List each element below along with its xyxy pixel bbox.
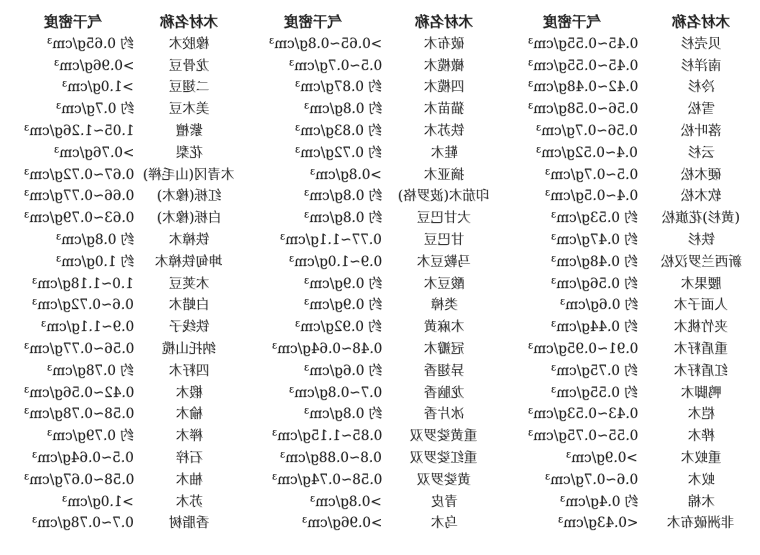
density-value: 0.7~0.78g/cm³ xyxy=(32,515,134,532)
density-cell xyxy=(236,99,390,121)
wood-name: 柚木 xyxy=(175,471,203,488)
density-cell xyxy=(498,165,646,187)
density-cell xyxy=(4,34,142,56)
wood-name: 坤甸铁樟木 xyxy=(155,253,223,270)
density-cell xyxy=(236,208,390,230)
wood-name: 香脂树 xyxy=(168,515,210,532)
header-text: 气干密度 xyxy=(284,14,342,31)
wood-name-cell xyxy=(142,513,236,535)
density-value: 约 0.4g/cm³ xyxy=(559,493,638,510)
density-cell xyxy=(236,404,390,426)
density-value: 0.58~0.78g/cm³ xyxy=(23,406,134,423)
wood-name-cell xyxy=(390,165,498,187)
density-value: 0.48~0.64g/cm³ xyxy=(271,340,382,357)
density-cell xyxy=(498,34,646,56)
wood-name-cell xyxy=(646,186,756,208)
header-text: 气干密度 xyxy=(44,14,102,31)
wood-name-cell xyxy=(646,339,756,361)
density-cell xyxy=(498,186,646,208)
density-cell xyxy=(498,404,646,426)
wood-name: 青皮 xyxy=(430,493,458,510)
density-cell xyxy=(4,252,142,274)
density-cell xyxy=(236,230,390,252)
wood-name: 类樟 xyxy=(430,297,458,314)
wood-name-cell xyxy=(390,252,498,274)
wood-name-cell xyxy=(390,34,498,56)
density-value: 约 0.56g/cm³ xyxy=(551,275,638,292)
wood-name-cell xyxy=(390,99,498,121)
wood-name: (黄杉)花旗松 xyxy=(661,210,741,227)
wood-name: 铁苏木 xyxy=(423,122,465,139)
wood-name: 红栎(橡木) xyxy=(156,188,222,205)
density-cell xyxy=(4,99,142,121)
wood-name: 紫檀 xyxy=(175,122,203,139)
wood-name-cell xyxy=(142,448,236,470)
density-value: 约 0.65g/cm³ xyxy=(47,35,134,52)
density-value: >0.96g/cm³ xyxy=(53,57,134,74)
density-value: 约 0.53g/cm³ xyxy=(551,210,638,227)
wood-name-cell xyxy=(142,317,236,339)
wood-name-cell xyxy=(646,448,756,470)
wood-name: 二翅豆 xyxy=(168,79,210,96)
wood-name: 印茄木(波罗格) xyxy=(398,188,490,205)
density-cell xyxy=(4,404,142,426)
wood-name-cell xyxy=(142,34,236,56)
wood-name-cell xyxy=(142,252,236,274)
density-value: >0.8g/cm³ xyxy=(310,493,382,510)
density-cell xyxy=(498,121,646,143)
density-value: >1.0g/cm³ xyxy=(62,79,134,96)
density-cell xyxy=(4,470,142,492)
wood-name-cell xyxy=(646,404,756,426)
wood-name: 南洋杉 xyxy=(680,57,722,74)
wood-name-cell xyxy=(390,513,498,535)
density-cell xyxy=(236,186,390,208)
density-value: 0.67~0.72g/cm³ xyxy=(23,166,134,183)
density-value: 0.5~0.64g/cm³ xyxy=(32,449,134,466)
wood-name-cell xyxy=(390,317,498,339)
density-cell xyxy=(4,426,142,448)
wood-name: 夹竹桃木 xyxy=(674,319,728,336)
density-value: >0.96g/cm³ xyxy=(301,515,382,532)
density-value: 0.77~1.1g/cm³ xyxy=(280,231,382,248)
density-cell xyxy=(498,448,646,470)
wood-name-cell xyxy=(390,339,498,361)
density-value: 0.8~0.88g/cm³ xyxy=(280,449,382,466)
density-grid xyxy=(4,12,756,535)
wood-name: 石梓 xyxy=(175,449,203,466)
density-cell xyxy=(236,34,390,56)
wood-name-cell xyxy=(646,383,756,405)
density-cell xyxy=(236,121,390,143)
density-value: 约 1.0g/cm³ xyxy=(55,253,134,270)
density-value: 0.56~0.58g/cm³ xyxy=(527,101,638,118)
wood-name-cell xyxy=(142,165,236,187)
density-value: 约 0.92g/cm³ xyxy=(295,319,382,336)
wood-name: 新西兰罗汉松 xyxy=(660,253,742,270)
density-value: 0.58~0.74g/cm³ xyxy=(271,471,382,488)
wood-name: 木荚豆 xyxy=(168,275,210,292)
density-value: 1.05~1.26g/cm³ xyxy=(23,122,134,139)
density-value: 0.4~0.52g/cm³ xyxy=(536,144,638,161)
wood-name: 桤木 xyxy=(687,406,715,423)
wood-name-cell xyxy=(646,470,756,492)
wood-name: 铁杉 xyxy=(687,231,715,248)
density-cell xyxy=(498,339,646,361)
density-cell xyxy=(498,208,646,230)
density-cell xyxy=(498,383,646,405)
wood-name-cell xyxy=(390,470,498,492)
density-cell xyxy=(4,274,142,296)
wood-name-cell xyxy=(646,34,756,56)
wood-name: 蚁木 xyxy=(687,471,715,488)
wood-name-cell xyxy=(142,426,236,448)
density-cell xyxy=(236,426,390,448)
wood-name-cell xyxy=(646,317,756,339)
wood-name-cell xyxy=(142,295,236,317)
wood-name-cell xyxy=(142,143,236,165)
density-value: 约 0.8g/cm³ xyxy=(303,210,382,227)
wood-name-cell xyxy=(646,165,756,187)
density-value: 约 0.72g/cm³ xyxy=(295,144,382,161)
wood-name: 桦木 xyxy=(687,428,715,445)
density-value: 0.6~0.7g/cm³ xyxy=(544,471,638,488)
wood-name-cell xyxy=(142,492,236,514)
wood-name-cell xyxy=(390,404,498,426)
density-value: 约 0.8g/cm³ xyxy=(303,406,382,423)
density-cell xyxy=(236,165,390,187)
wood-name-cell xyxy=(142,470,236,492)
wood-name-cell xyxy=(646,230,756,252)
density-cell xyxy=(4,77,142,99)
density-value: 约 0.8g/cm³ xyxy=(55,231,134,248)
wood-name-cell xyxy=(390,492,498,514)
header-wood-name-3 xyxy=(646,12,756,34)
wood-name: 榆木 xyxy=(175,406,203,423)
wood-name: 重黄娑罗双 xyxy=(410,428,478,445)
wood-name-cell xyxy=(390,448,498,470)
density-value: 约 0.75g/cm³ xyxy=(551,362,638,379)
density-cell xyxy=(498,56,646,78)
wood-name: 橡胶木 xyxy=(168,35,210,52)
density-cell xyxy=(236,143,390,165)
wood-name: 重红娑罗双 xyxy=(410,449,478,466)
wood-name: 马鞍豆木 xyxy=(417,253,471,270)
wood-name: 软木松 xyxy=(680,188,722,205)
wood-name-cell xyxy=(646,295,756,317)
wood-name: 橄榄木 xyxy=(423,57,465,74)
density-cell xyxy=(236,56,390,78)
wood-name: 白栎(橡木) xyxy=(156,210,222,227)
density-value: 0.91~0.95g/cm³ xyxy=(527,340,638,357)
header-text: 气干密度 xyxy=(543,14,601,31)
wood-name-cell xyxy=(142,121,236,143)
wood-name: 四籽木 xyxy=(168,362,210,379)
density-cell xyxy=(498,492,646,514)
density-value: 约 0.8g/cm³ xyxy=(303,188,382,205)
density-value: >0.8g/cm³ xyxy=(310,166,382,183)
density-cell xyxy=(236,513,390,535)
wood-name: 白蜡木 xyxy=(168,297,210,314)
wood-name-cell xyxy=(646,208,756,230)
wood-name: 贝壳杉 xyxy=(680,35,722,52)
wood-name: 四榄木 xyxy=(423,79,465,96)
wood-name: 冷杉 xyxy=(687,79,715,96)
wood-name-cell xyxy=(390,295,498,317)
wood-name-cell xyxy=(390,77,498,99)
wood-name: 大甘巴豆 xyxy=(417,210,471,227)
density-cell xyxy=(236,492,390,514)
header-density-1 xyxy=(4,12,142,34)
wood-name: 摘亚木 xyxy=(423,166,465,183)
density-cell xyxy=(498,361,646,383)
density-value: 0.63~0.79g/cm³ xyxy=(23,210,134,227)
density-cell xyxy=(236,470,390,492)
wood-name-cell xyxy=(646,99,756,121)
density-cell xyxy=(236,383,390,405)
wood-name-cell xyxy=(390,186,498,208)
density-cell xyxy=(498,513,646,535)
wood-name-cell xyxy=(142,230,236,252)
wood-name-cell xyxy=(646,513,756,535)
density-value: 约 0.78g/cm³ xyxy=(47,362,134,379)
density-cell xyxy=(236,317,390,339)
header-text: 木材名称 xyxy=(672,14,730,31)
header-text: 木材名称 xyxy=(160,14,218,31)
wood-name: 铁线子 xyxy=(168,319,210,336)
density-cell xyxy=(498,295,646,317)
wood-name: 甘巴豆 xyxy=(423,231,465,248)
density-cell xyxy=(4,143,142,165)
wood-name-cell xyxy=(390,426,498,448)
wood-name-cell xyxy=(646,77,756,99)
density-value: 0.6~0.72g/cm³ xyxy=(32,297,134,314)
density-cell xyxy=(498,274,646,296)
wood-name-cell xyxy=(390,274,498,296)
wood-name: 椴木 xyxy=(175,384,203,401)
wood-name: 腰果木 xyxy=(680,275,722,292)
density-cell xyxy=(4,383,142,405)
density-value: 约 0.55g/cm³ xyxy=(551,384,638,401)
wood-name: 美木豆 xyxy=(168,101,210,118)
density-value: 约 0.6g/cm³ xyxy=(559,297,638,314)
wood-name: 龙脑香 xyxy=(423,384,465,401)
density-cell xyxy=(4,492,142,514)
wood-name-cell xyxy=(142,186,236,208)
wood-name-cell xyxy=(390,383,498,405)
wood-name: 木青冈(山毛榉) xyxy=(143,166,235,183)
wood-name: 雪松 xyxy=(687,101,715,118)
header-density-3 xyxy=(498,12,646,34)
wood-name-cell xyxy=(390,121,498,143)
density-cell xyxy=(4,56,142,78)
wood-name-cell xyxy=(390,208,498,230)
header-density-2 xyxy=(236,12,390,34)
density-cell xyxy=(4,165,142,187)
wood-name-cell xyxy=(646,121,756,143)
density-cell xyxy=(236,295,390,317)
density-value: 0.43~0.53g/cm³ xyxy=(527,406,638,423)
density-cell xyxy=(498,252,646,274)
wood-name: 黄娑罗双 xyxy=(417,471,471,488)
wood-name: 鸭脚木 xyxy=(680,384,722,401)
density-value: 约 0.9g/cm³ xyxy=(303,297,382,314)
density-value: >0.76g/cm³ xyxy=(53,144,134,161)
density-cell xyxy=(4,121,142,143)
density-value: <0.43g/cm³ xyxy=(557,515,638,532)
wood-name-cell xyxy=(646,361,756,383)
density-value: 0.5~0.7g/cm³ xyxy=(544,166,638,183)
density-value: 0.55~0.75g/cm³ xyxy=(527,428,638,445)
wood-name-cell xyxy=(142,404,236,426)
density-value: 约 0.87g/cm³ xyxy=(295,79,382,96)
density-cell xyxy=(4,186,142,208)
wood-name: 人面子木 xyxy=(674,297,728,314)
density-value: 约 0.7g/cm³ xyxy=(55,101,134,118)
density-value: 0.56~0.77g/cm³ xyxy=(23,340,134,357)
density-cell xyxy=(236,274,390,296)
wood-name: 纳托山榄 xyxy=(162,340,216,357)
wood-name: 榉木 xyxy=(175,428,203,445)
density-cell xyxy=(498,143,646,165)
density-value: >1.0g/cm³ xyxy=(62,493,134,510)
header-text: 木材名称 xyxy=(415,14,473,31)
density-value: 约 0.6g/cm³ xyxy=(303,362,382,379)
density-cell xyxy=(236,448,390,470)
wood-name: 鞋木 xyxy=(430,144,458,161)
wood-name-cell xyxy=(142,77,236,99)
wood-name-cell xyxy=(142,56,236,78)
density-value: 0.4~0.5g/cm³ xyxy=(544,188,638,205)
wood-name: 木麻黄 xyxy=(423,319,465,336)
wood-name-cell xyxy=(646,143,756,165)
wood-name-cell xyxy=(646,426,756,448)
density-cell xyxy=(4,361,142,383)
density-cell xyxy=(498,230,646,252)
wood-name-cell xyxy=(646,252,756,274)
wood-name-cell xyxy=(142,274,236,296)
density-value: 1.0~1.18g/cm³ xyxy=(32,275,134,292)
wood-name: 红盾籽木 xyxy=(674,362,728,379)
wood-name: 破布木 xyxy=(423,35,465,52)
wood-name: 猫苗木 xyxy=(423,101,465,118)
wood-name-cell xyxy=(390,56,498,78)
wood-name-cell xyxy=(646,56,756,78)
wood-name-cell xyxy=(142,383,236,405)
wood-name-cell xyxy=(142,99,236,121)
wood-name: 苏木 xyxy=(175,493,203,510)
density-cell xyxy=(4,208,142,230)
density-cell xyxy=(4,448,142,470)
wood-name-cell xyxy=(390,143,498,165)
density-value: 约 0.9g/cm³ xyxy=(303,275,382,292)
wood-name: 异翅香 xyxy=(423,362,465,379)
wood-name: 乌木 xyxy=(430,515,458,532)
wood-name-cell xyxy=(142,339,236,361)
wood-name: 落叶松 xyxy=(680,122,722,139)
density-value: 0.45~0.55g/cm³ xyxy=(527,35,638,52)
density-value: 约 0.79g/cm³ xyxy=(47,428,134,445)
wood-name: 硬木松 xyxy=(680,166,722,183)
wood-name-cell xyxy=(142,361,236,383)
density-cell xyxy=(498,426,646,448)
density-cell xyxy=(236,339,390,361)
density-value: 0.66~0.77g/cm³ xyxy=(23,188,134,205)
wood-name-cell xyxy=(142,208,236,230)
header-wood-name-2 xyxy=(390,12,498,34)
density-value: 约 0.47g/cm³ xyxy=(551,231,638,248)
wood-name-cell xyxy=(390,361,498,383)
wood-name: 非洲破布木 xyxy=(667,515,735,532)
density-value: 0.56~0.7g/cm³ xyxy=(536,122,638,139)
wood-name: 龙骨豆 xyxy=(168,57,210,74)
density-value: 约 0.8g/cm³ xyxy=(303,101,382,118)
density-cell xyxy=(4,295,142,317)
density-value: 0.9~1.1g/cm³ xyxy=(40,319,134,336)
density-value: 约 0.48g/cm³ xyxy=(551,253,638,270)
wood-name: 酸豆木 xyxy=(423,275,465,292)
wood-name: 冰片香 xyxy=(423,406,465,423)
density-value: 约 0.83g/cm³ xyxy=(295,122,382,139)
density-cell xyxy=(498,77,646,99)
density-value: 0.9~1.0g/cm³ xyxy=(288,253,382,270)
wood-name: 冠瓣木 xyxy=(423,340,465,357)
density-value: 0.7~0.8g/cm³ xyxy=(288,384,382,401)
wood-name-cell xyxy=(390,230,498,252)
density-cell xyxy=(4,339,142,361)
density-value: 约 0.44g/cm³ xyxy=(551,319,638,336)
density-cell xyxy=(236,361,390,383)
density-cell xyxy=(498,470,646,492)
density-value: 0.42~0.48g/cm³ xyxy=(527,79,638,96)
density-value: 0.45~0.55g/cm³ xyxy=(527,57,638,74)
density-value: >0.9g/cm³ xyxy=(566,449,638,466)
wood-name: 铁樟木 xyxy=(168,231,210,248)
wood-name: 重盾籽木 xyxy=(674,340,728,357)
density-value: 0.5~0.7g/cm³ xyxy=(288,57,382,74)
density-value: 0.85~1.15g/cm³ xyxy=(271,428,382,445)
density-cell xyxy=(236,77,390,99)
density-value: 0.42~0.56g/cm³ xyxy=(23,384,134,401)
wood-name: 花梨 xyxy=(175,144,203,161)
wood-name-cell xyxy=(646,274,756,296)
header-wood-name-1 xyxy=(142,12,236,34)
density-cell xyxy=(4,513,142,535)
wood-name: 木棉 xyxy=(687,493,715,510)
wood-name: 云杉 xyxy=(687,144,715,161)
density-cell xyxy=(498,317,646,339)
density-cell xyxy=(4,317,142,339)
density-cell xyxy=(4,230,142,252)
density-cell xyxy=(498,99,646,121)
density-cell xyxy=(236,252,390,274)
density-value: 0.58~0.67g/cm³ xyxy=(23,471,134,488)
wood-name: 重蚁木 xyxy=(680,449,722,466)
wood-name-cell xyxy=(646,492,756,514)
density-value: >0.65~0.8g/cm³ xyxy=(268,35,382,52)
